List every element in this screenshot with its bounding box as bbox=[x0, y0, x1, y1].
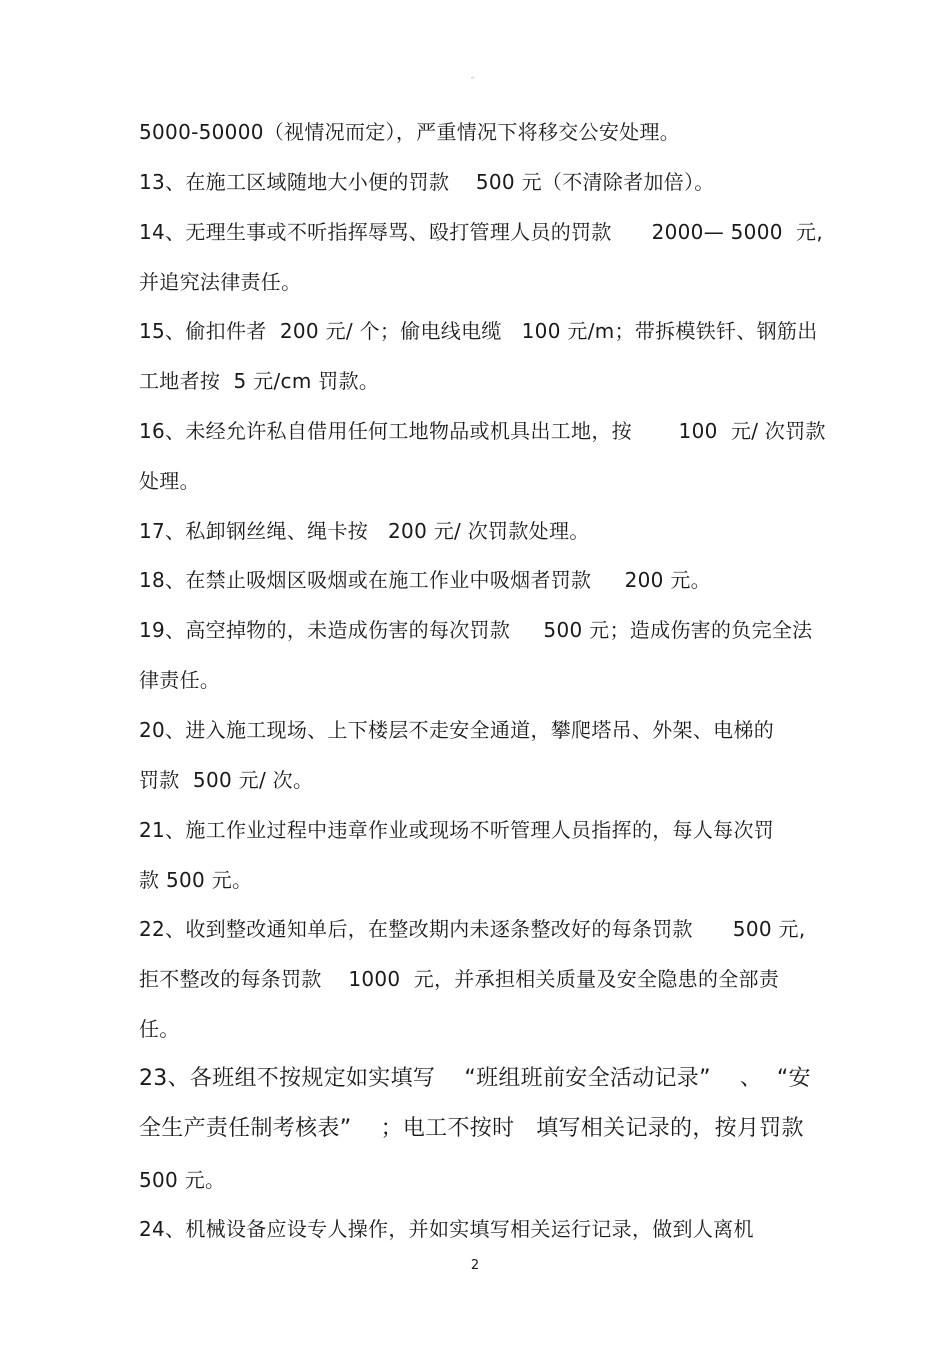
text-line: 17、私卸钢丝绳、绳卡按 200 元/ 次罚款处理。 bbox=[139, 519, 590, 543]
text-line: 罚款 500 元/ 次。 bbox=[139, 768, 314, 792]
page-number: 2 bbox=[470, 1258, 480, 1273]
text-line: 24、机械设备应设专人操作，并如实填写相关运行记录，做到人离机 bbox=[139, 1217, 754, 1241]
text-line: 15、偷扣件者 200 元/ 个；偷电线电缆 100 元/m；带拆模铁钎、钢筋出 bbox=[139, 319, 818, 343]
text-line: 任。 bbox=[139, 1017, 180, 1041]
text-line: 500 元。 bbox=[139, 1168, 226, 1192]
text-line: 13、在施工区域随地大小便的罚款 500 元（不清除者加倍）。 bbox=[139, 170, 715, 194]
text-line: 19、高空掉物的，未造成伤害的每次罚款 500 元；造成伤害的负完全法 bbox=[139, 618, 813, 642]
text-line: 22、收到整改通知单后，在整改期内未逐条整改好的每条罚款 500 元, bbox=[139, 917, 806, 941]
text-line: 5000-50000（视情况而定），严重情况下将移交公安处理。 bbox=[139, 120, 681, 144]
text-line: 律责任。 bbox=[139, 668, 221, 692]
text-line: 处理。 bbox=[139, 469, 200, 493]
text-line: 全生产责任制考核表” ；电工不按时 填写相关记录的，按月罚款 bbox=[139, 1116, 804, 1141]
text-line: 款 500 元。 bbox=[139, 868, 253, 892]
text-line: 并追究法律责任。 bbox=[139, 270, 302, 294]
text-line: 工地者按 5 元/cm 罚款。 bbox=[139, 369, 380, 393]
text-line: 23、各班组不按规定如实填写 “班组班前安全活动记录” 、 “安 bbox=[139, 1066, 811, 1091]
text-line: 20、进入施工现场、上下楼层不走安全通道，攀爬塔吊、外架、电梯的 bbox=[139, 718, 775, 742]
text-line: 拒不整改的每条罚款 1000 元，并承担相关质量及安全隐患的全部责 bbox=[139, 967, 780, 991]
text-line: 18、在禁止吸烟区吸烟或在施工作业中吸烟者罚款 200 元。 bbox=[139, 568, 711, 592]
text-line: 14、无理生事或不听指挥辱骂、殴打管理人员的罚款 2000— 5000 元, bbox=[139, 220, 824, 244]
text-line: 21、施工作业过程中违章作业或现场不听管理人员指挥的，每人每次罚 bbox=[139, 818, 775, 842]
text-line: 16、未经允许私自借用任何工地物品或机具出工地，按 100 元/ 次罚款 bbox=[139, 419, 826, 443]
header-mark: 。 bbox=[471, 71, 479, 80]
